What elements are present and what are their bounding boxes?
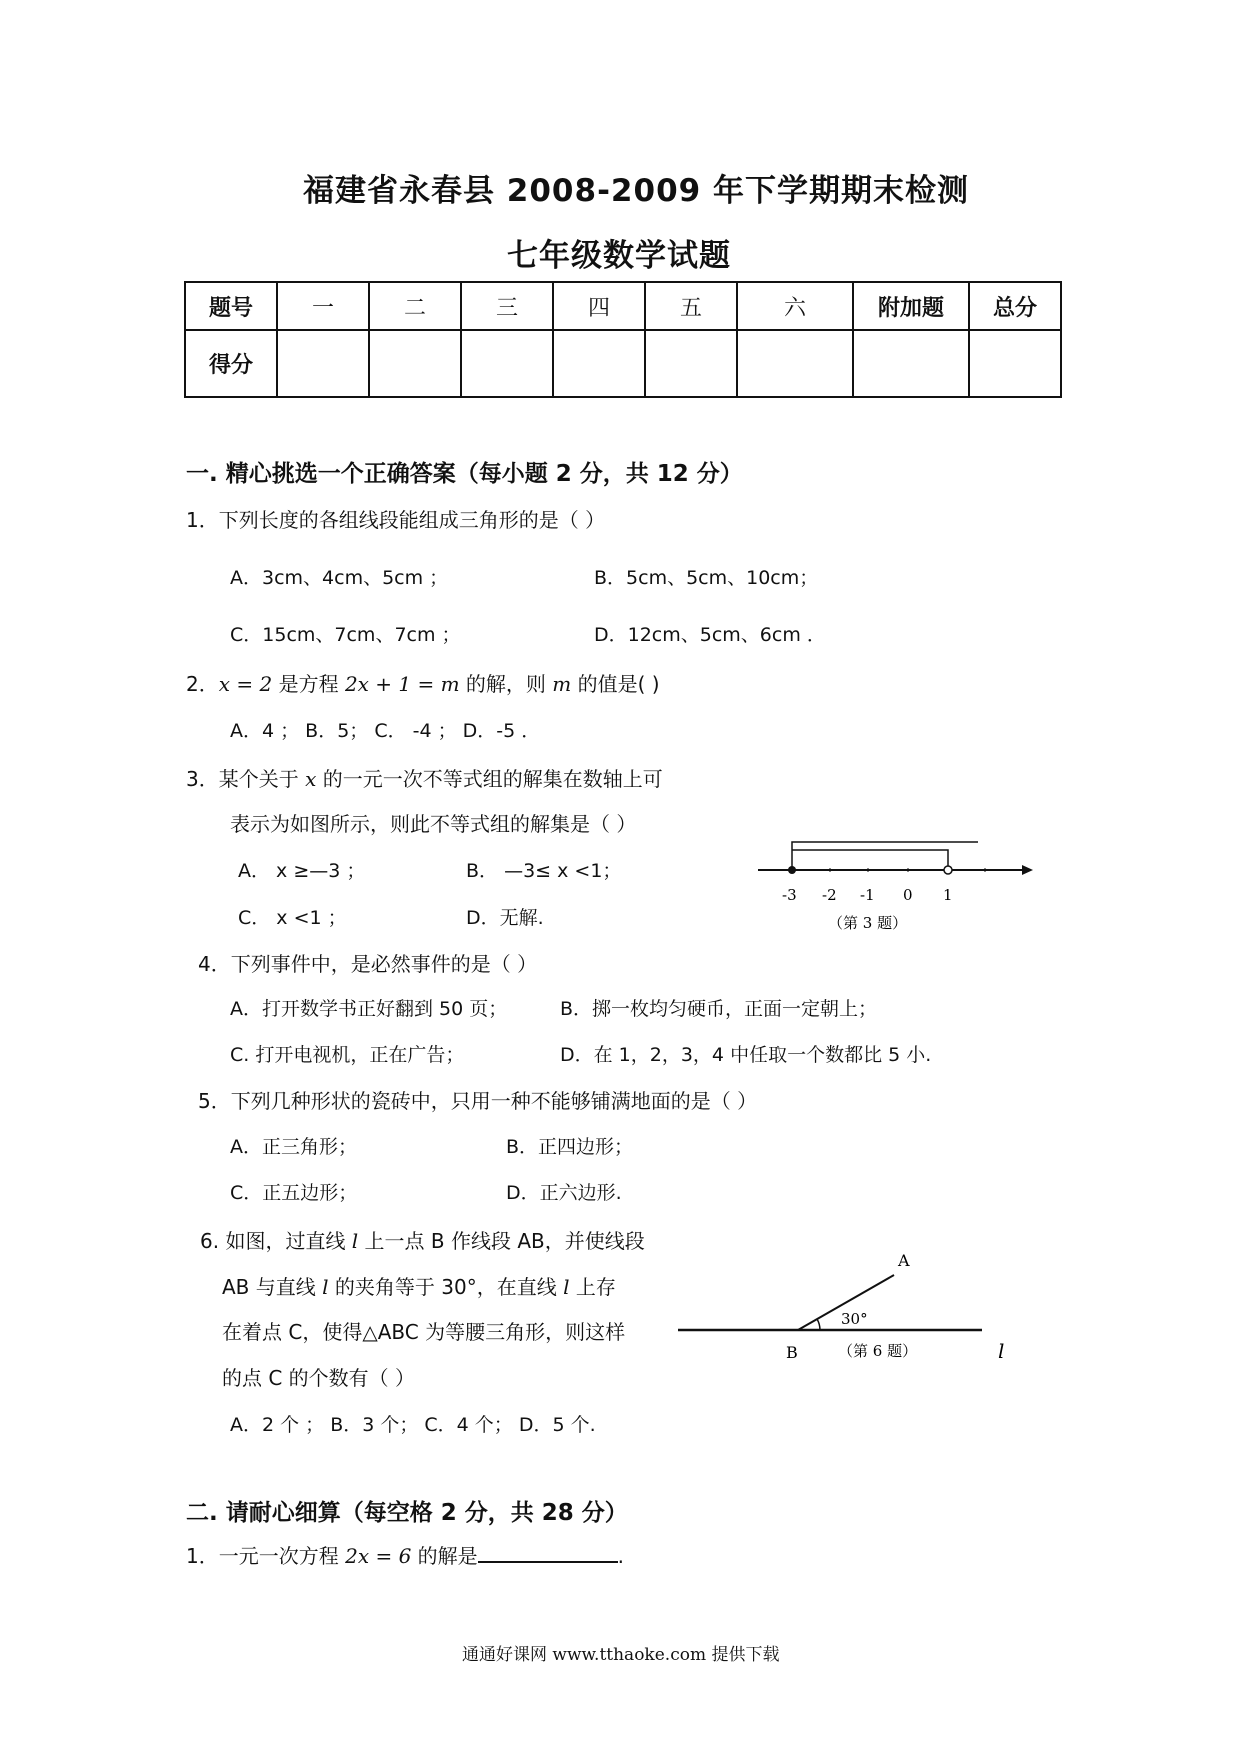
score-cell [461, 330, 553, 397]
solid-point [788, 866, 796, 874]
q4-option-c: C. 打开电视机，正在广告； [230, 1044, 465, 1066]
score-header-cell: 一 [277, 282, 369, 330]
q2-stem-pre: 2． [186, 672, 219, 696]
q3-option-c: C． x <1 ； [238, 907, 347, 929]
score-header-cell: 总分 [969, 282, 1061, 330]
section2-heading: 二. 请耐心细算（每空格 2 分，共 28 分） [186, 1500, 628, 1526]
q5-option-a: A．正三角形； [230, 1136, 357, 1158]
s2-q1-end: . [617, 1544, 625, 1568]
score-header-cell: 六 [737, 282, 853, 330]
q6-options: A．2 个 ； B．3 个； C．4 个； D．5 个. [230, 1414, 596, 1436]
q4-option-d: D．在 1，2，3，4 中任取一个数都比 5 小. [560, 1044, 932, 1066]
number-line-figure [750, 830, 1040, 940]
score-header-cell: 五 [645, 282, 737, 330]
q2-stem-mid2: 的解，则 [459, 672, 553, 696]
answer-blank[interactable] [478, 1543, 618, 1563]
score-header-cell: 三 [461, 282, 553, 330]
q6-line-l: l [322, 1275, 329, 1299]
score-cell [645, 330, 737, 397]
label-l: l [998, 1339, 1005, 1363]
q1-stem: 1．下列长度的各组线段能组成三角形的是（ ） [186, 508, 606, 532]
q6-line2-pre: AB 与直线 [222, 1275, 323, 1299]
s2-q1-pre: 1．一元一次方程 [186, 1544, 346, 1568]
q5-option-d: D．正六边形. [506, 1182, 622, 1204]
q3-option-a: A． x ≥—3 ； [238, 860, 366, 882]
footer-text: 通通好课网 www.tthaoke.com 提供下载 [462, 1645, 780, 1665]
q1-option-b: B．5cm、5cm、10cm； [594, 567, 819, 589]
q1-option-a: A．3cm、4cm、5cm ； [230, 567, 449, 589]
q6-line1-pre: 6. 如图，过直线 [200, 1229, 352, 1253]
page-subtitle: 七年级数学试题 [507, 238, 731, 274]
q2-math-eq: 2x + 1 = m [344, 672, 460, 696]
score-header-cell: 二 [369, 282, 461, 330]
label-b: B [786, 1343, 798, 1362]
q5-stem: 5．下列几种形状的瓷砖中，只用一种不能够铺满地面的是（ ） [198, 1089, 758, 1113]
s2-q1 [186, 1540, 624, 1569]
score-header-cell: 四 [553, 282, 645, 330]
label-a: A [898, 1251, 910, 1270]
page-title: 福建省永春县 2008-2009 年下学期期末检测 [303, 173, 970, 209]
q1-option-d: D．12cm、5cm、6cm ． [594, 624, 826, 646]
q3-option-b: B． —3≤ x <1； [466, 860, 622, 882]
s2-q1-post: 的解是 [411, 1544, 478, 1568]
solution-range-right [792, 850, 948, 866]
score-table [184, 281, 1062, 398]
score-cell [737, 330, 853, 397]
tick-label: -2 [822, 886, 837, 904]
score-cell [853, 330, 969, 397]
tick-label: 0 [903, 886, 913, 904]
score-cell [369, 330, 461, 397]
q2-stem [186, 668, 660, 697]
q4-stem: 4．下列事件中，是必然事件的是（ ） [198, 952, 538, 976]
q6-line-l: l [351, 1229, 359, 1253]
tick-label: 1 [943, 886, 953, 904]
q6-line4: 的点 C 的个数有（ ） [222, 1366, 416, 1390]
q2-math-m: m [552, 672, 572, 696]
q6-line1 [200, 1225, 645, 1254]
angle-figure [676, 1240, 1026, 1380]
angle-label: 30° [841, 1310, 868, 1328]
q4-option-a: A．打开数学书正好翻到 50 页； [230, 998, 508, 1020]
score-header-cell: 附加题 [853, 282, 969, 330]
q2-math-x: x = 2 [218, 672, 273, 696]
q6-line2 [222, 1271, 616, 1300]
s2-q1-math: 2x = 6 [345, 1544, 412, 1568]
q1-option-c: C．15cm、7cm、7cm ； [230, 624, 461, 646]
figure6-caption: （第 6 题） [838, 1342, 918, 1360]
q3-stem [186, 763, 663, 792]
q3-math-x: x [305, 767, 317, 791]
q3-stem-pre: 3．某个关于 [186, 767, 306, 791]
number-line-arrow [1022, 865, 1033, 875]
q3-option-d: D．无解. [466, 907, 544, 929]
q3-stem-post: 的一元一次不等式组的解集在数轴上可 [316, 767, 663, 791]
q2-stem-mid: 是方程 [272, 672, 345, 696]
score-row-label: 得分 [185, 330, 277, 397]
q3-stem-line2: 表示为如图所示，则此不等式组的解集是（ ） [230, 812, 637, 836]
q5-option-b: B．正四边形； [506, 1136, 634, 1158]
q4-option-b: B．掷一枚均匀硬币，正面一定朝上； [560, 998, 878, 1020]
q5-option-c: C．正五边形； [230, 1182, 358, 1204]
score-cell [969, 330, 1061, 397]
q6-line1-post: 上一点 B 作线段 AB，并使线段 [358, 1229, 645, 1253]
q6-line3: 在着点 C，使得△ABC 为等腰三角形，则这样 [222, 1320, 626, 1344]
q6-line-l: l [563, 1275, 570, 1299]
tick-label: -3 [782, 886, 797, 904]
angle-arc [817, 1319, 820, 1330]
figure3-caption: （第 3 题） [828, 914, 908, 932]
tick-label: -1 [860, 886, 875, 904]
score-header-cell: 题号 [185, 282, 277, 330]
score-cell [553, 330, 645, 397]
q6-line2-post: 上存 [569, 1275, 616, 1299]
q6-line2-mid: 的夹角等于 30°，在直线 [328, 1275, 564, 1299]
score-cell [277, 330, 369, 397]
q2-stem-post: 的值是( ) [571, 672, 660, 696]
hollow-point [944, 866, 952, 874]
section1-heading: 一. 精心挑选一个正确答案（每小题 2 分，共 12 分） [186, 461, 743, 487]
q2-options: A．4 ； B．5； C． -4 ； D．-5 ． [230, 720, 541, 742]
